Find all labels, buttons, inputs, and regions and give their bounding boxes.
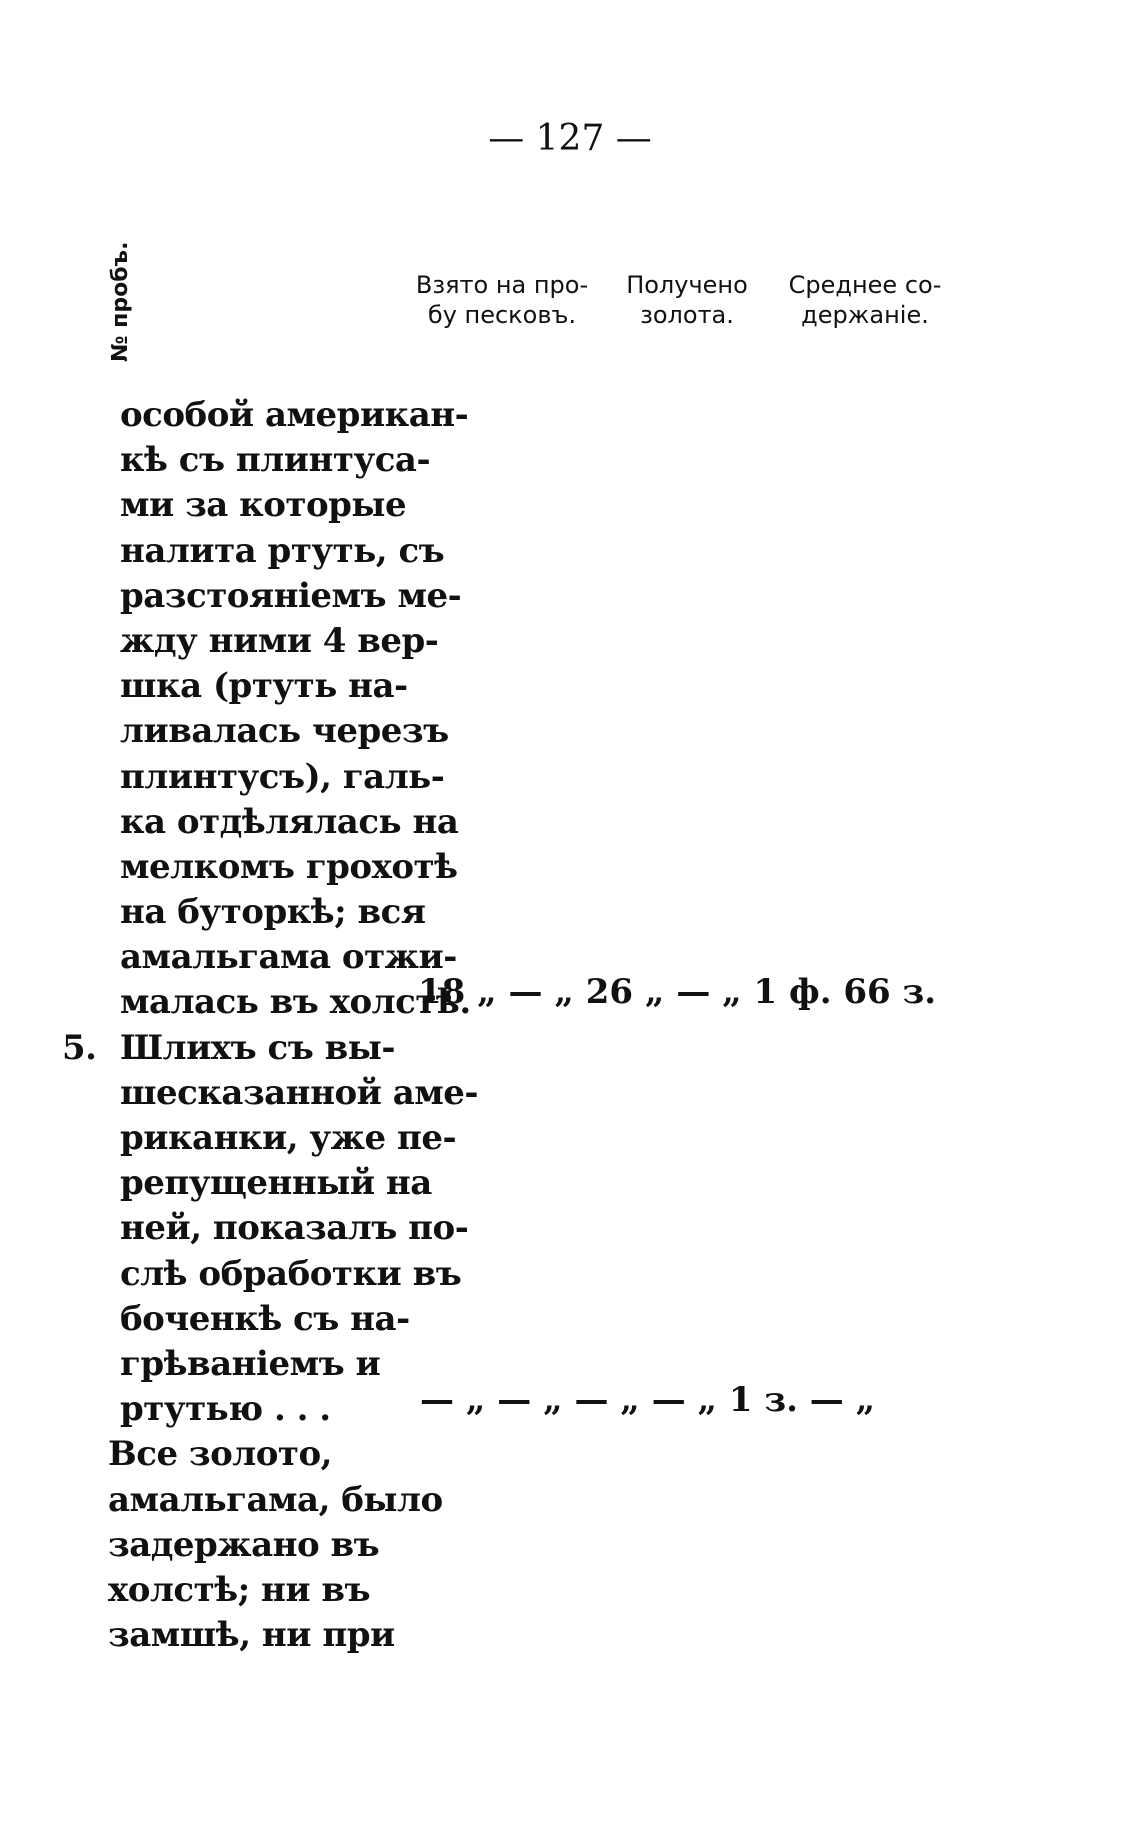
text-line: шка (ртуть на-: [120, 666, 408, 707]
header-average-content-line2: держаніе.: [801, 301, 929, 329]
text-line: ней, показалъ по-: [120, 1208, 469, 1249]
text-line: плинтусъ), галь-: [120, 756, 445, 797]
text-line: риканки, уже пе-: [120, 1118, 457, 1158]
page-number: — 127 —: [488, 118, 652, 159]
text-line: жду ними 4 вер-: [120, 620, 439, 661]
text-line: мелкомъ грохотѣ: [120, 846, 458, 887]
text-line: амальгама, было: [108, 1479, 443, 1520]
header-sample-taken-line1: Взято на про-: [415, 271, 589, 299]
text-line: ми за которые: [120, 485, 407, 526]
body-text: [62, 393, 478, 1658]
row-values-2: — „ — „ — „ — „ 1 з. — „: [420, 1380, 876, 1420]
text-line: малась въ холстѣ.: [120, 982, 471, 1023]
text-line: ка отдѣлялась на: [120, 801, 459, 842]
row-values-1: 18 „ — „ 26 „ — „ 1 ф. 66 з.: [418, 972, 937, 1012]
text-line: ртутью . . .: [120, 1389, 331, 1430]
text-line: Все золото,: [108, 1434, 333, 1475]
header-sample-taken: [412, 270, 592, 330]
sample-number-header: № пробъ.: [108, 241, 133, 362]
header-average-content: [780, 270, 950, 330]
text-line: разстояніемъ ме-: [120, 575, 462, 616]
text-line: грѣваніемъ и: [120, 1343, 381, 1384]
item-number: 5.: [62, 1027, 97, 1068]
text-line: шесказанной аме-: [120, 1072, 478, 1113]
text-line: амальгама отжи-: [120, 937, 457, 978]
text-line: особой американ-: [120, 395, 469, 435]
header-gold-obtained-line2: золота.: [640, 301, 734, 329]
text-line: задержано въ: [108, 1524, 380, 1565]
text-line: холстѣ; ни въ: [108, 1569, 371, 1610]
text-line: кѣ съ плинтуса-: [120, 440, 431, 481]
header-average-content-line1: Среднее со-: [788, 271, 942, 299]
text-line: слѣ обработки въ: [120, 1253, 462, 1294]
header-sample-taken-line2: бу песковъ.: [427, 301, 577, 329]
text-line: репущенный на: [120, 1163, 432, 1204]
text-line: на буторкѣ; вся: [120, 892, 426, 933]
text-line: боченкѣ съ на-: [120, 1298, 410, 1339]
header-gold-obtained-line1: Получено: [626, 271, 748, 299]
text-line: налита ртуть, съ: [120, 530, 445, 571]
header-gold-obtained: [612, 270, 762, 330]
text-line: ливалась черезъ: [120, 711, 449, 752]
text-line-item-5: 5. Шлихъ съ вы-: [100, 1026, 420, 1071]
text-line: замшѣ, ни при: [108, 1615, 395, 1656]
